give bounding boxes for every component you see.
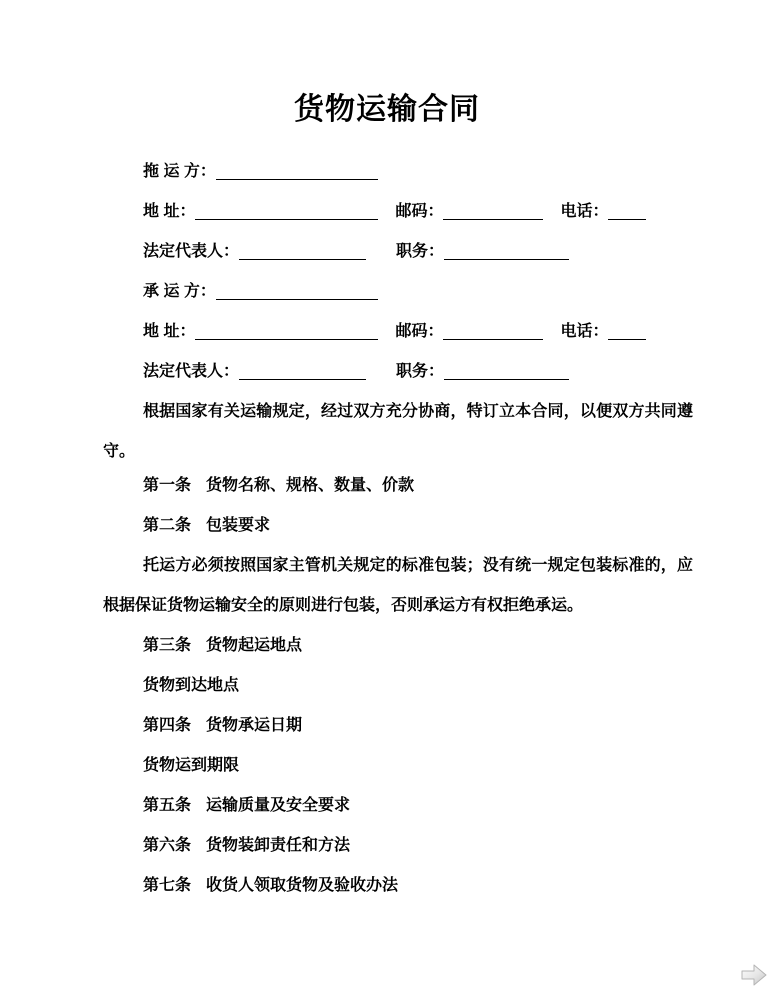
- carrier-role-blank-field: [216, 298, 378, 300]
- clause-2-heading: [103, 506, 693, 546]
- consignor-zip-label: 邮码：: [395, 203, 444, 220]
- clause-4-title: 货物承运日期: [206, 717, 303, 734]
- contract-body: [103, 152, 693, 906]
- clause-6-title: 货物装卸责任和方法: [206, 837, 351, 854]
- carrier-address-blank-field: [195, 338, 378, 340]
- carrier-position-label: 职务：: [396, 363, 445, 380]
- carrier-zip-label: 邮码：: [395, 323, 444, 340]
- consignor-position-label: 职务：: [396, 243, 445, 260]
- document-title: 货物运输合同: [294, 93, 480, 126]
- consignor-phone-label: 电话：: [560, 203, 609, 220]
- carrier-legal-rep-blank-field: [239, 378, 366, 380]
- clause-2-number: 第二条: [143, 517, 192, 534]
- clause-1-title: 货物名称、规格、数量、价款: [206, 477, 415, 494]
- clause-5-title: 运输质量及安全要求: [206, 797, 351, 814]
- form-line-carrier-address: [103, 312, 693, 352]
- clause-7-heading: [103, 866, 693, 906]
- form-line-consignor-legal-rep: [103, 232, 693, 272]
- carrier-legal-rep-label: 法定代表人：: [143, 363, 240, 380]
- clause-4-number: 第四条: [143, 717, 192, 734]
- form-line-consignor-address: [103, 192, 693, 232]
- form-line-carrier-legal-rep: [103, 352, 693, 392]
- next-page-arrow-icon[interactable]: [740, 962, 768, 988]
- consignor-address-label: 地 址：: [143, 203, 196, 220]
- clause-list: [103, 466, 693, 906]
- carrier-zip-blank-field: [443, 338, 543, 340]
- clause-1-number: 第一条: [143, 477, 192, 494]
- clause-2-body: 托运方必须按照国家主管机关规定的标准包装；没有统一规定包装标准的，应根据保证货物运输安全的原则进行包装，否则承运方有权拒绝承运。: [103, 557, 693, 614]
- clause-4-deadline-line: 货物运到期限: [143, 757, 240, 774]
- carrier-phone-label: 电话：: [560, 323, 609, 340]
- carrier-position-blank-field: [444, 378, 569, 380]
- clause-5-heading: [103, 786, 693, 826]
- clause-7-title: 收货人领取货物及验收办法: [206, 877, 399, 894]
- consignor-role-blank-field: [216, 178, 378, 180]
- consignor-address-blank-field: [195, 218, 378, 220]
- clause-5-number: 第五条: [143, 797, 192, 814]
- clause-1-heading: [103, 466, 693, 506]
- clause-3-number: 第三条: [143, 637, 192, 654]
- clause-3-heading: [103, 626, 693, 666]
- consignor-zip-blank-field: [443, 218, 543, 220]
- clause-3-destination-line: 货物到达地点: [143, 677, 240, 694]
- clause-3-title: 货物起运地点: [206, 637, 303, 654]
- clause-6-number: 第六条: [143, 837, 192, 854]
- clause-6-heading: [103, 826, 693, 866]
- consignor-legal-rep-blank-field: [239, 258, 366, 260]
- intro-paragraph: 根据国家有关运输规定，经过双方充分协商，特订立本合同，以便双方共同遵守。: [103, 403, 693, 460]
- consignor-legal-rep-label: 法定代表人：: [143, 243, 240, 260]
- consignor-role-label: 拖 运 方：: [143, 163, 216, 180]
- form-line-carrier-role: [103, 272, 693, 312]
- clause-2-title: 包装要求: [206, 517, 271, 534]
- carrier-address-label: 地 址：: [143, 323, 196, 340]
- carrier-role-label: 承 运 方：: [143, 283, 216, 300]
- clause-4-heading: [103, 706, 693, 746]
- carrier-phone-blank-field: [608, 338, 646, 340]
- consignor-phone-blank-field: [608, 218, 646, 220]
- form-line-consignor-role: [103, 152, 693, 192]
- clause-7-number: 第七条: [143, 877, 192, 894]
- consignor-position-blank-field: [444, 258, 569, 260]
